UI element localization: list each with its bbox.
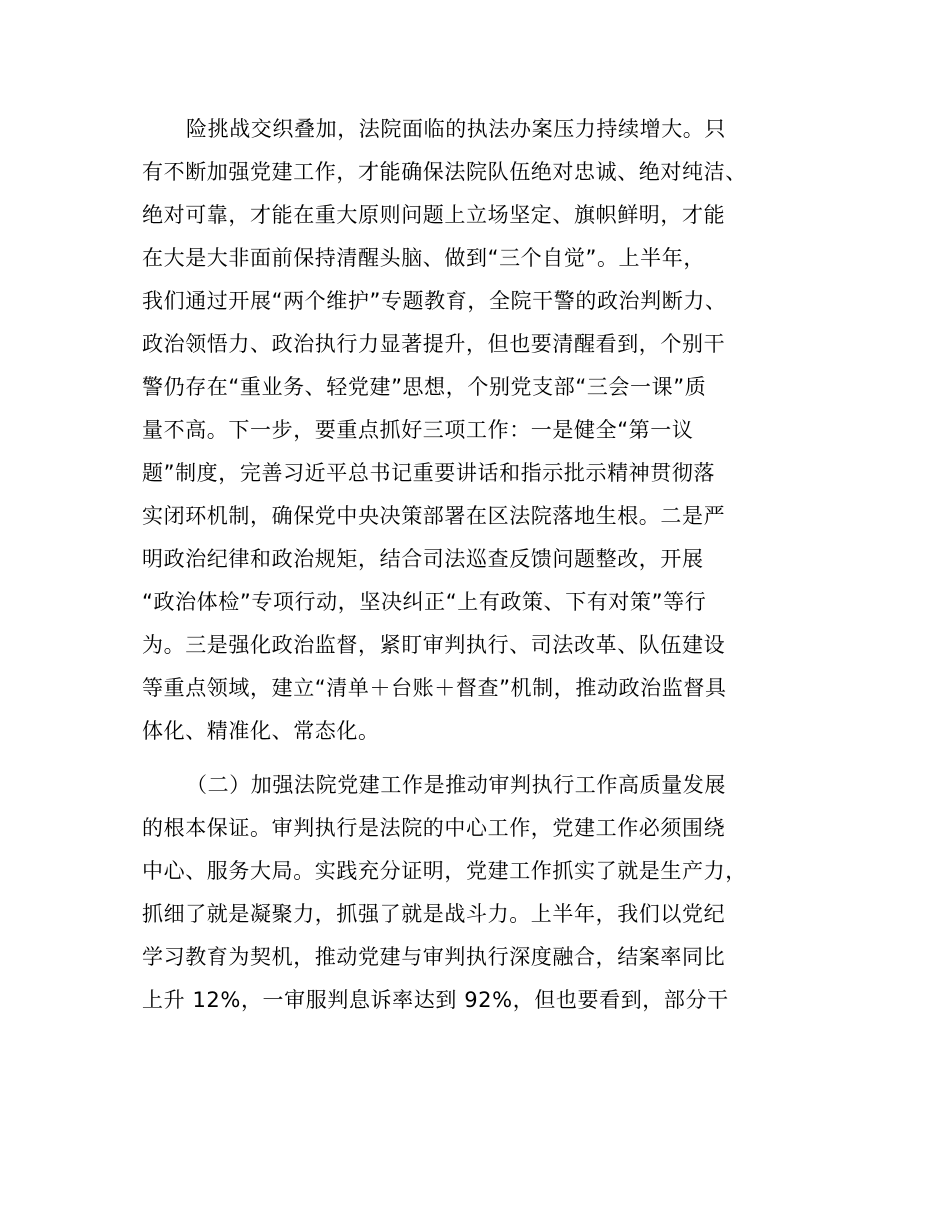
paragraph-line: 绝对可靠，才能在重大原则问题上立场坚定、旗帜鲜明，才能: [142, 203, 726, 227]
paragraph-line: “政治体检”专项行动，坚决纠正“上有政策、下有对策”等行: [142, 590, 707, 614]
paragraph-line: 为。三是强化政治监督，紧盯审判执行、司法改革、队伍建设: [142, 633, 726, 657]
paragraph-line: （二）加强法院党建工作是推动审判执行工作高质量发展: [186, 773, 726, 797]
paragraph-line: 等重点领域，建立“清单＋台账＋督查”机制，推动政治监督具: [142, 676, 727, 700]
paragraph-line: 抓细了就是凝聚力，抓强了就是战斗力。上半年，我们以党纪: [142, 902, 726, 926]
paragraph-line: 体化、精准化、常态化。: [142, 719, 380, 743]
paragraph-line: 的根本保证。审判执行是法院的中心工作，党建工作必须围绕: [142, 816, 726, 840]
paragraph-line: 明政治纪律和政治规矩，结合司法巡查反馈问题整改，开展: [142, 547, 704, 571]
paragraph-line: 上升 12%，一审服判息诉率达到 92%，但也要看到，部分干: [142, 988, 729, 1012]
paragraph-line: 警仍存在“重业务、轻党建”思想，个别党支部“三会一课”质: [142, 375, 707, 399]
paragraph-line: 学习教育为契机，推动党建与审判执行深度融合，结案率同比: [142, 945, 726, 969]
paragraph-line: 有不断加强党建工作，才能确保法院队伍绝对忠诚、绝对纯洁、: [142, 160, 747, 184]
paragraph-line: 中心、服务大局。实践充分证明，党建工作抓实了就是生产力，: [142, 859, 747, 883]
paragraph-line: 实闭环机制，确保党中央决策部署在区法院落地生根。二是严: [142, 504, 726, 528]
paragraph-line: 题”制度，完善习近平总书记重要讲话和指示批示精神贯彻落: [142, 461, 716, 485]
paragraph-line: 我们通过开展“两个维护”专题教育，全院干警的政治判断力、: [142, 289, 727, 313]
paragraph-line: 险挑战交织叠加，法院面临的执法办案压力持续增大。只: [186, 117, 726, 141]
paragraph-line: 在大是大非面前保持清醒头脑、做到“三个自觉”。上半年，: [142, 246, 705, 270]
paragraph-line: 政治领悟力、政治执行力显著提升，但也要清醒看到，个别干: [142, 332, 726, 356]
paragraph-line: 量不高。下一步，要重点抓好三项工作：一是健全“第一议: [142, 418, 694, 442]
